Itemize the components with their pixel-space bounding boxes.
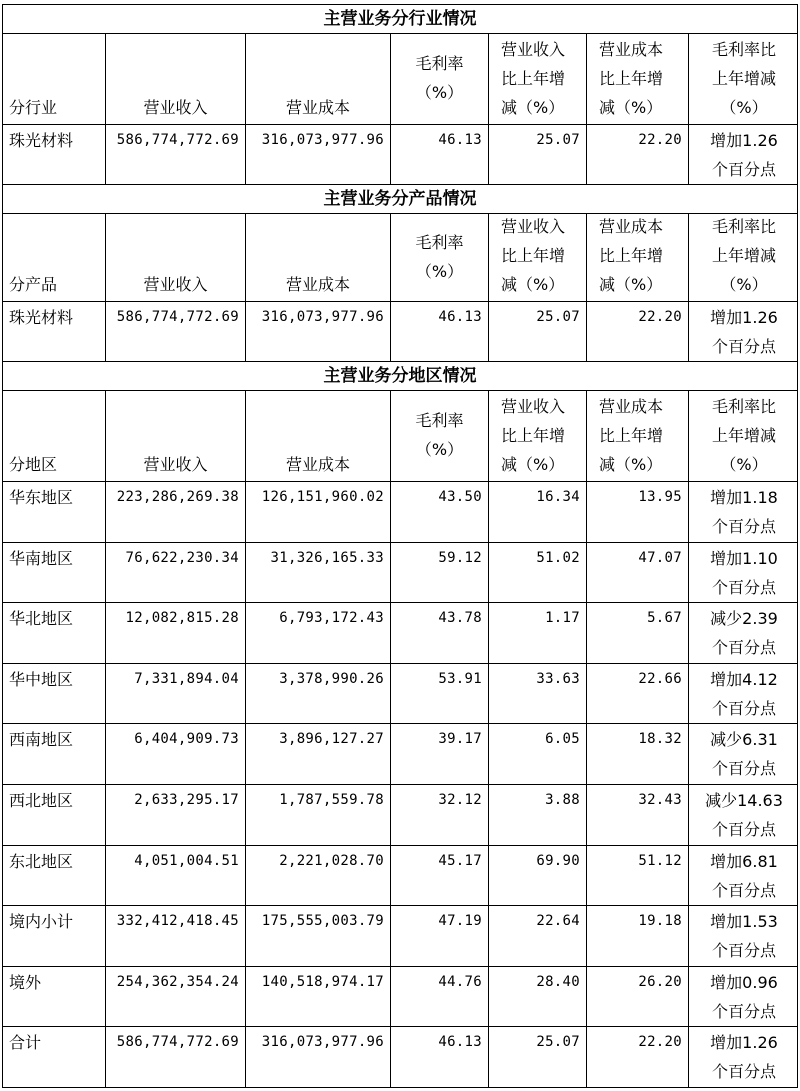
- financial-table: [2, 4, 798, 1088]
- cell-value: 16.34: [536, 489, 580, 505]
- header-cell-cost: [246, 34, 391, 124]
- cell-value: 43.78: [438, 610, 482, 627]
- header-label-line: 减（%）: [599, 275, 663, 294]
- cell-value: 3,896,127.27: [279, 731, 384, 748]
- margin-change-cell: [689, 302, 799, 361]
- header-label-line: （%）: [720, 98, 768, 117]
- margin-cell: [391, 724, 489, 784]
- row-label: 珠光材料: [9, 131, 74, 150]
- row-label-cell: [3, 302, 106, 361]
- margin-cell: [391, 482, 489, 542]
- cost-cell: [246, 302, 391, 361]
- header-cell-revenue-change: [489, 214, 587, 301]
- cell-value: 39.17: [438, 731, 482, 748]
- cost-cell: [246, 125, 391, 184]
- header-label: 分产品: [9, 275, 58, 294]
- margin-change-cell: [689, 846, 799, 906]
- header-label-line: （%）: [415, 440, 464, 459]
- revenue-change-cell: [489, 302, 587, 361]
- revenue-change-cell: [489, 125, 587, 184]
- cell-value: 22.20: [638, 1034, 682, 1051]
- cell-value: 5.67: [647, 610, 682, 627]
- cell-value: 1.17: [545, 610, 580, 627]
- table-row: [3, 125, 797, 185]
- row-label: 华中地区: [9, 669, 74, 689]
- margin-change-cell: [689, 664, 799, 724]
- row-label-cell: [3, 724, 106, 784]
- cell-value: 个百分点: [711, 941, 776, 961]
- cell-value: 18.32: [638, 731, 682, 748]
- cell-value: 316,073,977.96: [261, 132, 384, 148]
- cell-value: 6,793,172.43: [279, 610, 384, 627]
- cell-value: 减少2.39: [710, 609, 778, 629]
- row-label-cell: [3, 1027, 106, 1088]
- row-label-cell: [3, 785, 106, 845]
- header-cell-cost-change: [587, 391, 689, 481]
- cost-change-cell: [587, 724, 689, 784]
- header-label-line: （%）: [720, 275, 768, 294]
- cost-change-cell: [587, 664, 689, 724]
- header-cell-revenue-change: [489, 34, 587, 124]
- row-label-cell: [3, 125, 106, 184]
- revenue-cell: [106, 1027, 246, 1088]
- cell-value: 586,774,772.69: [116, 309, 239, 325]
- cell-value: 1,787,559.78: [279, 792, 384, 808]
- cost-cell: [246, 967, 391, 1027]
- margin-cell: [391, 785, 489, 845]
- header-label-line: 比上年增: [501, 246, 566, 265]
- header-label-line: 比上年增: [501, 426, 566, 445]
- margin-cell: [391, 846, 489, 906]
- header-label-line: （%）: [720, 455, 768, 474]
- cost-change-cell: [587, 125, 689, 184]
- header-label: 营业成本: [285, 455, 350, 474]
- cost-cell: [246, 664, 391, 724]
- revenue-cell: [106, 664, 246, 724]
- cell-value: 59.12: [438, 549, 482, 566]
- cost-cell: [246, 603, 391, 663]
- cost-cell: [246, 482, 391, 542]
- header-label-line: 减（%）: [501, 455, 565, 474]
- header-label-line: 毛利率比: [711, 40, 776, 59]
- revenue-cell: [106, 543, 246, 603]
- revenue-cell: [106, 603, 246, 663]
- header-label: 营业收入: [143, 455, 208, 474]
- revenue-change-cell: [489, 664, 587, 724]
- header-label: 分行业: [9, 98, 58, 117]
- cost-change-cell: [587, 906, 689, 966]
- row-label-cell: [3, 967, 106, 1027]
- revenue-change-cell: [489, 846, 587, 906]
- row-label: 合计: [9, 1033, 42, 1053]
- row-label: 珠光材料: [9, 308, 74, 327]
- margin-change-cell: [689, 785, 799, 845]
- cell-value: 3,378,990.26: [279, 670, 384, 687]
- cell-value: 316,073,977.96: [261, 309, 384, 325]
- revenue-change-cell: [489, 724, 587, 784]
- table-row: [3, 603, 797, 664]
- cell-value: 47.19: [438, 913, 482, 930]
- cost-change-cell: [587, 967, 689, 1027]
- cell-value: 增加1.18: [710, 488, 778, 507]
- cell-value: 32.43: [638, 792, 682, 808]
- header-label-line: 上年增减: [711, 246, 776, 265]
- cell-value: 4,051,004.51: [134, 852, 239, 869]
- section-title: 主营业务分行业情况: [3, 5, 797, 34]
- margin-change-cell: [689, 603, 799, 663]
- table-row: [3, 302, 797, 362]
- cell-value: 减少6.31: [710, 730, 778, 750]
- cell-value: 19.18: [638, 913, 682, 930]
- cell-value: 增加1.26: [710, 308, 778, 327]
- cell-value: 2,221,028.70: [279, 852, 384, 869]
- margin-change-cell: [689, 967, 799, 1027]
- header-row: [3, 34, 797, 125]
- cost-cell: [246, 543, 391, 603]
- header-label-line: 毛利率比: [711, 397, 776, 416]
- section-title: 主营业务分产品情况: [3, 185, 797, 214]
- cost-cell: [246, 846, 391, 906]
- header-label-line: 上年增减: [711, 69, 776, 88]
- revenue-change-cell: [489, 603, 587, 663]
- header-label: 营业收入: [143, 275, 208, 294]
- cell-value: 51.12: [638, 852, 682, 869]
- cell-value: 586,774,772.69: [116, 132, 239, 148]
- cell-value: 增加1.26: [710, 131, 778, 150]
- header-cell-margin-change: [689, 34, 799, 124]
- cell-value: 12,082,815.28: [125, 610, 239, 627]
- cell-value: 31,326,165.33: [270, 549, 384, 566]
- header-label: 营业成本: [285, 275, 350, 294]
- table-row: [3, 664, 797, 725]
- header-label-line: 毛利率: [415, 54, 464, 73]
- cell-value: 32.12: [438, 792, 482, 808]
- cost-change-cell: [587, 1027, 689, 1088]
- cell-value: 46.13: [438, 309, 482, 325]
- cell-value: 25.07: [536, 1034, 580, 1051]
- cell-value: 46.13: [438, 132, 482, 148]
- revenue-cell: [106, 125, 246, 184]
- header-cell-margin-change: [689, 391, 799, 481]
- table-row: [3, 967, 797, 1028]
- row-label: 境内小计: [9, 912, 74, 932]
- cell-value: 个百分点: [711, 337, 776, 356]
- revenue-cell: [106, 482, 246, 542]
- cell-value: 个百分点: [711, 880, 776, 900]
- cell-value: 44.76: [438, 973, 482, 990]
- header-label-line: 营业收入: [501, 217, 566, 236]
- cell-value: 增加0.96: [710, 972, 778, 992]
- cell-value: 76,622,230.34: [125, 549, 239, 566]
- row-label-cell: [3, 603, 106, 663]
- cell-value: 7,331,894.04: [134, 670, 239, 687]
- header-label-line: 营业成本: [599, 397, 664, 416]
- cell-value: 332,412,418.45: [116, 913, 239, 930]
- header-cell-cost-change: [587, 34, 689, 124]
- row-label-cell: [3, 482, 106, 542]
- header-cell-cost-change: [587, 214, 689, 301]
- revenue-cell: [106, 785, 246, 845]
- cost-change-cell: [587, 482, 689, 542]
- header-label: 分地区: [9, 455, 58, 474]
- cell-value: 增加6.81: [710, 851, 778, 871]
- revenue-change-cell: [489, 543, 587, 603]
- margin-change-cell: [689, 125, 799, 184]
- margin-change-cell: [689, 906, 799, 966]
- header-label: 营业收入: [143, 98, 208, 117]
- header-cell-margin: [391, 34, 489, 124]
- revenue-cell: [106, 302, 246, 361]
- cell-value: 28.40: [536, 973, 580, 990]
- header-cell-category: [3, 214, 106, 301]
- cost-change-cell: [587, 302, 689, 361]
- cell-value: 减少14.63: [705, 791, 783, 810]
- cell-value: 增加4.12: [710, 669, 778, 689]
- margin-change-cell: [689, 543, 799, 603]
- cell-value: 69.90: [536, 852, 580, 869]
- cell-value: 51.02: [536, 549, 580, 566]
- header-cell-cost: [246, 391, 391, 481]
- header-cell-cost: [246, 214, 391, 301]
- margin-cell: [391, 302, 489, 361]
- cell-value: 13.95: [638, 489, 682, 505]
- revenue-change-cell: [489, 785, 587, 845]
- cell-value: 个百分点: [711, 820, 776, 839]
- header-label-line: 比上年增: [599, 69, 664, 88]
- cell-value: 6,404,909.73: [134, 731, 239, 748]
- cost-cell: [246, 724, 391, 784]
- cost-change-cell: [587, 846, 689, 906]
- cell-value: 22.66: [638, 670, 682, 687]
- header-label-line: （%）: [415, 83, 464, 102]
- margin-cell: [391, 543, 489, 603]
- cell-value: 增加1.53: [710, 912, 778, 932]
- cell-value: 个百分点: [711, 160, 776, 179]
- header-label-line: 比上年增: [599, 246, 664, 265]
- cell-value: 33.63: [536, 670, 580, 687]
- cell-value: 22.20: [638, 132, 682, 148]
- header-label-line: 毛利率: [415, 411, 464, 430]
- header-label-line: 营业成本: [599, 217, 664, 236]
- header-label-line: 减（%）: [599, 455, 663, 474]
- cell-value: 316,073,977.96: [261, 1034, 384, 1051]
- cell-value: 个百分点: [711, 517, 776, 536]
- cell-value: 22.20: [638, 309, 682, 325]
- cell-value: 25.07: [536, 309, 580, 325]
- header-label-line: （%）: [415, 261, 464, 281]
- header-cell-revenue: [106, 214, 246, 301]
- cell-value: 2,633,295.17: [134, 792, 239, 808]
- header-cell-margin-change: [689, 214, 799, 301]
- header-label-line: 比上年增: [501, 69, 566, 88]
- table-row: [3, 785, 797, 846]
- cost-cell: [246, 906, 391, 966]
- header-row: [3, 214, 797, 302]
- cell-value: 增加1.26: [710, 1033, 778, 1053]
- table-row: [3, 906, 797, 967]
- margin-cell: [391, 906, 489, 966]
- cell-value: 26.20: [638, 973, 682, 990]
- cell-value: 43.50: [438, 489, 482, 505]
- header-cell-category: [3, 391, 106, 481]
- row-label-cell: [3, 664, 106, 724]
- table-row: [3, 846, 797, 907]
- header-label-line: 上年增减: [711, 426, 776, 445]
- margin-cell: [391, 967, 489, 1027]
- revenue-cell: [106, 846, 246, 906]
- margin-change-cell: [689, 482, 799, 542]
- revenue-change-cell: [489, 967, 587, 1027]
- header-cell-revenue-change: [489, 391, 587, 481]
- header-label-line: 营业收入: [501, 397, 566, 416]
- cost-change-cell: [587, 603, 689, 663]
- section-title: 主营业务分地区情况: [3, 362, 797, 391]
- header-cell-category: [3, 34, 106, 124]
- cell-value: 个百分点: [711, 1062, 776, 1082]
- header-label-line: 毛利率比: [711, 217, 776, 236]
- header-label-line: 减（%）: [599, 98, 663, 117]
- row-label: 西南地区: [9, 730, 74, 750]
- header-label-line: 比上年增: [599, 426, 664, 445]
- row-label: 华东地区: [9, 488, 74, 507]
- revenue-cell: [106, 724, 246, 784]
- header-cell-revenue: [106, 391, 246, 481]
- header-cell-revenue: [106, 34, 246, 124]
- revenue-cell: [106, 906, 246, 966]
- cell-value: 46.13: [438, 1034, 482, 1051]
- cell-value: 个百分点: [711, 1001, 776, 1021]
- revenue-change-cell: [489, 1027, 587, 1088]
- table-row: [3, 1027, 797, 1088]
- margin-cell: [391, 125, 489, 184]
- cell-value: 个百分点: [711, 638, 776, 658]
- margin-change-cell: [689, 1027, 799, 1088]
- header-label-line: 减（%）: [501, 98, 565, 117]
- margin-cell: [391, 664, 489, 724]
- revenue-cell: [106, 967, 246, 1027]
- table-row: [3, 724, 797, 785]
- margin-cell: [391, 603, 489, 663]
- revenue-change-cell: [489, 482, 587, 542]
- cell-value: 22.64: [536, 913, 580, 930]
- cell-value: 6.05: [545, 731, 580, 748]
- margin-change-cell: [689, 724, 799, 784]
- header-label: 营业成本: [285, 98, 350, 117]
- header-row: [3, 391, 797, 482]
- cell-value: 223,286,269.38: [116, 489, 239, 505]
- cost-cell: [246, 785, 391, 845]
- cell-value: 140,518,974.17: [261, 973, 384, 990]
- row-label: 华北地区: [9, 609, 74, 629]
- cost-change-cell: [587, 543, 689, 603]
- header-label-line: 减（%）: [501, 275, 565, 294]
- table-row: [3, 482, 797, 543]
- row-label: 西北地区: [9, 791, 74, 810]
- row-label-cell: [3, 906, 106, 966]
- header-cell-margin: [391, 391, 489, 481]
- header-label-line: 营业成本: [599, 40, 664, 59]
- cell-value: 53.91: [438, 670, 482, 687]
- header-label-line: 营业收入: [501, 40, 566, 59]
- cost-change-cell: [587, 785, 689, 845]
- cell-value: 45.17: [438, 852, 482, 869]
- table-row: [3, 543, 797, 604]
- cell-value: 586,774,772.69: [116, 1034, 239, 1051]
- cost-cell: [246, 1027, 391, 1088]
- row-label: 华南地区: [9, 548, 74, 568]
- row-label-cell: [3, 846, 106, 906]
- cell-value: 175,555,003.79: [261, 913, 384, 930]
- row-label-cell: [3, 543, 106, 603]
- row-label: 东北地区: [9, 851, 74, 871]
- cell-value: 个百分点: [711, 698, 776, 718]
- cell-value: 个百分点: [711, 759, 776, 779]
- cell-value: 254,362,354.24: [116, 973, 239, 990]
- cell-value: 25.07: [536, 132, 580, 148]
- header-cell-margin: [391, 214, 489, 301]
- cell-value: 3.88: [545, 792, 580, 808]
- cell-value: 47.07: [638, 549, 682, 566]
- cell-value: 增加1.10: [710, 548, 778, 568]
- header-label-line: 毛利率: [415, 232, 464, 252]
- margin-cell: [391, 1027, 489, 1088]
- cell-value: 126,151,960.02: [261, 489, 384, 505]
- revenue-change-cell: [489, 906, 587, 966]
- cell-value: 个百分点: [711, 577, 776, 597]
- row-label: 境外: [9, 972, 42, 992]
